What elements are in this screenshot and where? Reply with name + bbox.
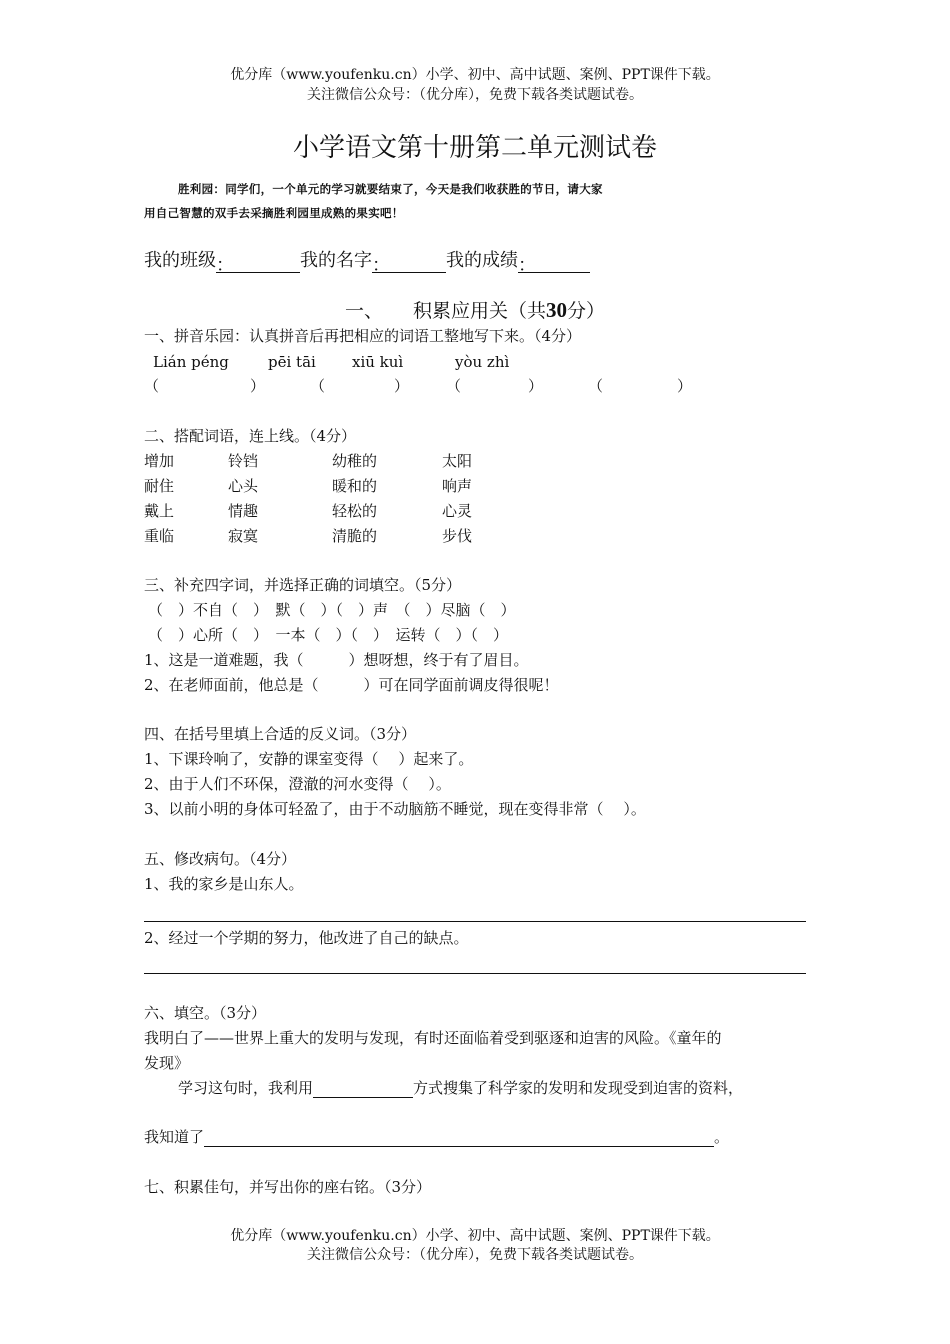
q3-sentence-1: 1、这是一道难题，我（ ）想呀想，终于有了眉目。	[144, 651, 529, 669]
q2-word[interactable]: 心头	[228, 477, 259, 495]
student-info-row	[144, 249, 590, 276]
page-title: 小学语文第十册第二单元测试卷	[292, 133, 657, 163]
q4-sentence-2: 2、由于人们不环保，澄澈的河水变得（ ）。	[144, 775, 451, 793]
intro-line-1: 胜利园：同学们，一个单元的学习就要结束了，今天是我们收获胜的节日，请大家	[178, 182, 603, 196]
header-line-1: 优分库（www.youfenku.cn）小学、初中、高中试题、案例、PPT课件下载。	[230, 67, 720, 83]
name-label: 我的名字	[300, 250, 372, 271]
q1-answer-2-close: ）	[394, 377, 410, 395]
class-field[interactable]: ：	[216, 254, 300, 273]
q3-idioms-row-1: （ ）不自（ ） 默（ ）（ ）声 （ ）尽脑（ ）	[148, 601, 516, 619]
q2-word[interactable]: 清脆的	[332, 527, 378, 545]
q2-word[interactable]: 戴上	[144, 502, 175, 520]
q2-word[interactable]: 情趣	[228, 502, 259, 520]
q4-sentence-3: 3、以前小明的身体可轻盈了，由于不动脑筋不睡觉，现在变得非常（ ）。	[144, 800, 646, 818]
section-1-points: 30	[546, 298, 567, 322]
q6-fill-line-2: 我知道了 。	[144, 1128, 730, 1146]
q2-word[interactable]: 暖和的	[332, 477, 378, 495]
q1-answer-3-open: （	[446, 377, 462, 395]
q2-word[interactable]: 增加	[144, 452, 175, 470]
q6-method-blank[interactable]	[313, 1080, 413, 1098]
q2-word[interactable]: 寂寞	[228, 527, 259, 545]
header-line-2: 关注微信公众号：（优分库），免费下载各类试题试卷。	[307, 87, 643, 103]
q3-idioms-row-2: （ ）心所（ ） 一本（ ）（ ） 运转（ ）（ ）	[148, 626, 509, 644]
section-1-number: 一、	[344, 300, 383, 322]
q5-answer-line-1[interactable]	[144, 921, 806, 922]
q5-prompt: 五、修改病句。（4分）	[144, 850, 297, 868]
q1-answer-3-close: ）	[528, 377, 544, 395]
q3-sentence-2: 2、在老师面前，他总是（ ）可在同学面前调皮得很呢！	[144, 676, 559, 694]
q4-sentence-1: 1、下课玲响了，安静的课室变得（ ）起来了。	[144, 750, 474, 768]
intro-line-2: 用自己智慧的双手去采摘胜利园里成熟的果实吧！	[144, 206, 404, 220]
class-label: 我的班级	[144, 250, 216, 271]
q1-pinyin-2: pēi tāi	[268, 353, 316, 371]
q2-word[interactable]: 步伐	[442, 527, 473, 545]
q1-answer-2-open: （	[310, 377, 326, 395]
q6-quote-line-2: 发现》	[144, 1054, 190, 1072]
q1-pinyin-3: xiū kuì	[352, 353, 404, 371]
q6-fill-line-1: 学习这句时，我利用 方式搜集了科学家的发明和发现受到迫害的资料，	[178, 1079, 744, 1097]
score-field[interactable]: ：	[518, 254, 590, 273]
q6-knowledge-blank[interactable]	[204, 1129, 714, 1147]
q5-sentence-2: 2、经过一个学期的努力，他改进了自己的缺点。	[144, 929, 469, 947]
q2-word[interactable]: 太阳	[442, 452, 473, 470]
footer-line-1: 优分库（www.youfenku.cn）小学、初中、高中试题、案例、PPT课件下载。	[230, 1228, 720, 1244]
q2-prompt: 二、搭配词语，连上线。（4分）	[144, 427, 357, 445]
q2-word[interactable]: 响声	[442, 477, 473, 495]
q2-word[interactable]: 耐住	[144, 477, 175, 495]
q2-word[interactable]: 幼稚的	[332, 452, 378, 470]
footer-line-2: 关注微信公众号：（优分库），免费下载各类试题试卷。	[307, 1247, 643, 1263]
q1-answer-1-open: （	[144, 377, 160, 395]
name-field[interactable]: ：	[372, 254, 446, 273]
section-1-title: 积累应用关（共	[412, 300, 546, 322]
q3-prompt: 三、补充四字词，并选择正确的词填空。（5分）	[144, 576, 462, 594]
q6-prompt: 六、填空。（3分）	[144, 1004, 267, 1022]
q1-pinyin-1: Lián péng	[153, 353, 229, 371]
q1-pinyin-4: yòu zhì	[455, 353, 510, 371]
q6-quote-line-1: 我明白了——世界上重大的发明与发现，有时还面临着受到驱逐和迫害的风险。《童年的	[144, 1029, 722, 1047]
q7-prompt: 七、积累佳句，并写出你的座右铭。（3分）	[144, 1178, 432, 1196]
q5-answer-line-2[interactable]	[144, 973, 806, 974]
q1-answer-4-close: ）	[677, 377, 693, 395]
section-1-heading: 一、 积累应用关（共30分）	[344, 298, 606, 322]
score-label: 我的成绩	[446, 250, 518, 271]
q2-word[interactable]: 铃铛	[228, 452, 259, 470]
q4-prompt: 四、在括号里填上合适的反义词。（3分）	[144, 725, 417, 743]
q2-word[interactable]: 心灵	[442, 502, 473, 520]
q5-sentence-1: 1、我的家乡是山东人。	[144, 875, 304, 893]
q1-answer-1-close: ）	[250, 377, 266, 395]
q1-prompt: 一、拼音乐园：认真拼音后再把相应的词语工整地写下来。（4分）	[144, 327, 582, 345]
q1-answer-4-open: （	[588, 377, 604, 395]
q2-word[interactable]: 轻松的	[332, 502, 378, 520]
q2-word[interactable]: 重临	[144, 527, 175, 545]
